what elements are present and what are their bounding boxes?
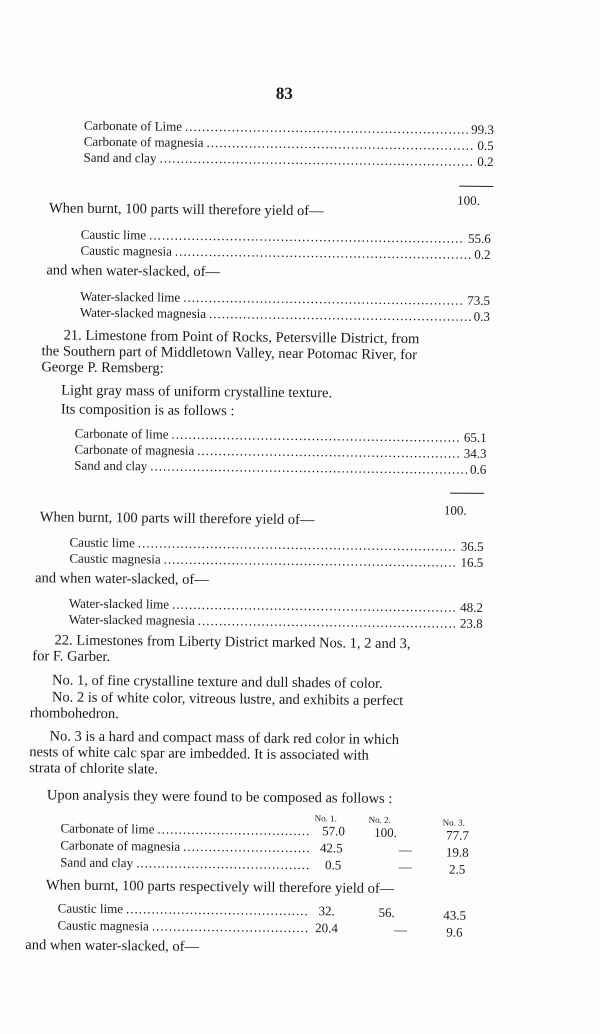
composition-row: Carbonate of lime ..... 65.1 (75, 426, 487, 446)
sample-description: nests of white calc spar are imbedded. It is associated with (29, 744, 369, 764)
column-header: No. 1. (314, 813, 337, 824)
table-row: Caustic magnesia ..... (57, 917, 311, 936)
paragraph-line: 22. Limestones from Liberty District marked Nos. 1, 2 and 3, (54, 632, 411, 653)
table-cell: — (393, 922, 408, 938)
paragraph-line: 21. Limestone from Point of Rocks, Petersville District, from (63, 327, 420, 348)
table-cell: — (398, 859, 412, 875)
table-cell: 32. (318, 903, 335, 919)
composition-row: Carbonate of Lime ..... 99.3 (84, 118, 494, 138)
composition-row: Sand and clay ..... 0.2 (83, 150, 493, 170)
slacked-heading: and when water-slacked, of— (35, 570, 209, 589)
sum-total: 100. (443, 502, 467, 518)
table-row: Carbonate of lime ..... (60, 821, 314, 840)
column-header: No. 2. (368, 814, 391, 825)
table-cell: 2.5 (448, 861, 466, 877)
sample-description: strata of chlorite slate. (29, 760, 159, 778)
table-cell: 0.5 (324, 857, 342, 873)
paragraph-line: George P. Remsberg: (41, 359, 164, 377)
sample-description: Light gray mass of uniform crystalline texture. (61, 382, 333, 402)
composition-row: Carbonate of magnesia ..... 0.5 (84, 134, 494, 154)
paragraph-line: the Southern part of Middletown Valley, near Potomac River, for (41, 343, 418, 364)
burnt-heading: When burnt, 100 parts will therefore yield of— (39, 509, 315, 529)
sum-total: 100. (457, 192, 480, 208)
sample-description: rhombohedron. (29, 705, 119, 723)
table-cell: 42.5 (319, 840, 343, 856)
table-cell: 56. (378, 904, 395, 921)
analysis-intro: Upon analysis they were found to be composed as follows : (46, 787, 393, 807)
burnt-heading: When burnt, 100 parts respectively will therefore yield of— (45, 877, 395, 898)
table-cell: 19.8 (445, 844, 469, 860)
sample-description: No. 1, of fine crystalline texture and dull shades of color. (52, 672, 383, 692)
table-cell: 100. (374, 824, 397, 841)
slacked-row: Water-slacked magnesia ..... 0.3 (80, 305, 490, 325)
sum-rule (459, 186, 493, 187)
sum-rule (450, 493, 484, 494)
slacked-heading: and when water-slacked, of— (46, 262, 221, 281)
table-cell: 43.5 (443, 907, 467, 923)
burnt-row: Caustic lime ..... 36.5 (69, 535, 483, 555)
page-number: 83 (275, 83, 293, 103)
table-row: Carbonate of magnesia ..... (60, 838, 314, 857)
table-cell: 57.0 (322, 823, 345, 839)
composition-intro: Its composition is as follows : (60, 401, 235, 420)
burnt-row: Caustic magnesia ..... 16.5 (69, 551, 483, 571)
table-cell: — (398, 842, 412, 858)
sample-description: No. 2 is of white color, vitreous lustre, and exhibits a perfect (51, 689, 404, 710)
composition-row: Carbonate of magnesia ..... 34.3 (74, 442, 486, 462)
paragraph-line: for F. Garber. (32, 648, 111, 666)
column-header: No. 3. (442, 817, 465, 828)
burnt-row: Caustic lime ..... 55.6 (81, 227, 491, 247)
sample-description: No. 3 is a hard and compact mass of dark red color in which (49, 728, 400, 749)
table-cell: 9.6 (446, 924, 463, 940)
table-row: Sand and clay ..... (60, 855, 314, 874)
table-cell: 77.7 (446, 827, 469, 843)
burnt-row: Caustic magnesia ..... 0.2 (81, 243, 491, 263)
composition-row: Sand and clay ..... 0.6 (74, 458, 486, 478)
burnt-heading: When burnt, 100 parts will therefore yield of— (48, 200, 324, 220)
slacked-row: Water-slacked magnesia ..... 23.8 (69, 612, 483, 632)
slacked-heading: and when water-slacked, of— (25, 937, 200, 955)
table-cell: 20.4 (315, 920, 338, 936)
table-row: Caustic lime ..... (58, 900, 312, 919)
slacked-row: Water-slacked lime ..... 48.2 (69, 596, 483, 616)
slacked-row: Water-slacked lime ..... 73.5 (80, 289, 490, 309)
